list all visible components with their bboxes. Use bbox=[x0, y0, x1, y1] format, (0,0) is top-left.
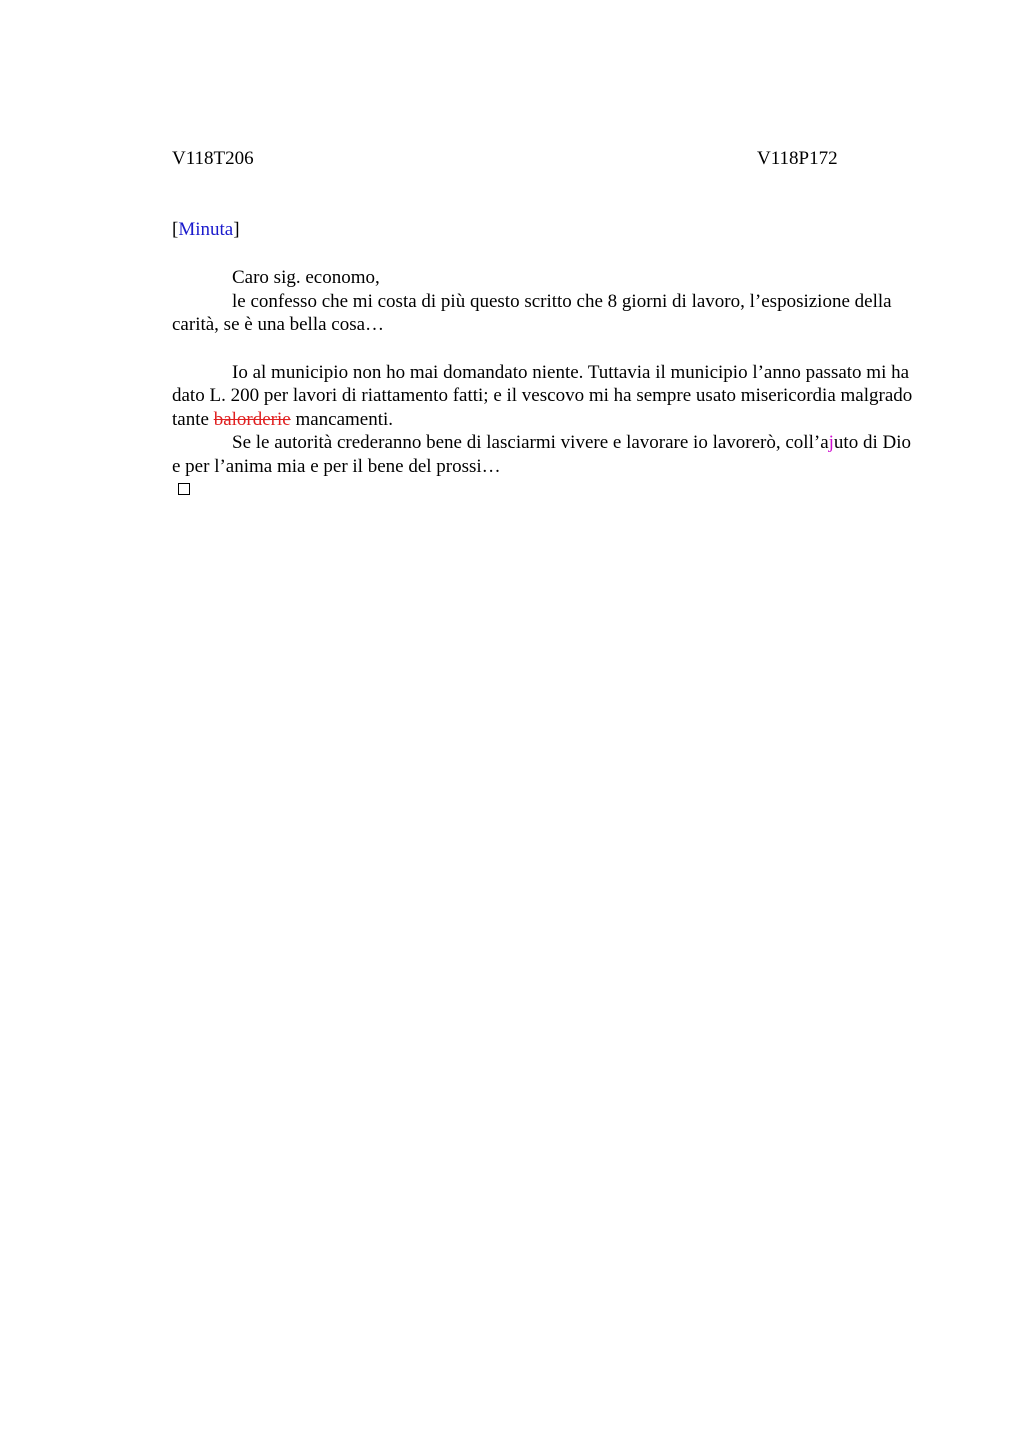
label-word: Minuta bbox=[178, 219, 234, 240]
document-header bbox=[172, 147, 872, 171]
letter-body bbox=[172, 266, 922, 478]
document-page bbox=[172, 0, 922, 1450]
label-close-bracket: ] bbox=[233, 219, 240, 240]
document-code-left: V118T206 bbox=[172, 148, 254, 169]
letter-paragraph-1 bbox=[172, 290, 922, 337]
inserted-letter: j bbox=[828, 432, 834, 453]
document-code-right: V118P172 bbox=[757, 148, 838, 169]
square-box-icon bbox=[178, 483, 190, 495]
letter-paragraph-2 bbox=[172, 361, 922, 432]
letter-paragraph-1-text: le confesso che mi costa di più questo scritto che 8 giorni di lavoro, l’esposizione della carità, se è una bella cosa… bbox=[172, 290, 892, 335]
deleted-word: balorderie bbox=[213, 408, 291, 430]
letter-paragraph-3-after: uto di Dio e per l’anima mia e per il bene del prossi… bbox=[172, 432, 911, 477]
letter-paragraph-2-after: mancamenti. bbox=[290, 408, 394, 430]
label-open-bracket: [ bbox=[172, 219, 179, 240]
document-type-label bbox=[172, 218, 240, 242]
letter-paragraph-2-before: Io al municipio non ho mai domandato niente. Tuttavia il municipio l’anno passato mi ha dato L. 200 per lavori di riattamento fatti; e il vescovo mi ha sempre usato misericordia malgrado tante bbox=[172, 361, 913, 430]
letter-paragraph-3 bbox=[172, 431, 922, 478]
letter-salutation: Caro sig. economo, bbox=[232, 267, 380, 288]
letter-paragraph-3-before: Se le autorità crederanno bene di lasciarmi vivere e lavorare io lavorerò, coll’a bbox=[232, 432, 829, 453]
